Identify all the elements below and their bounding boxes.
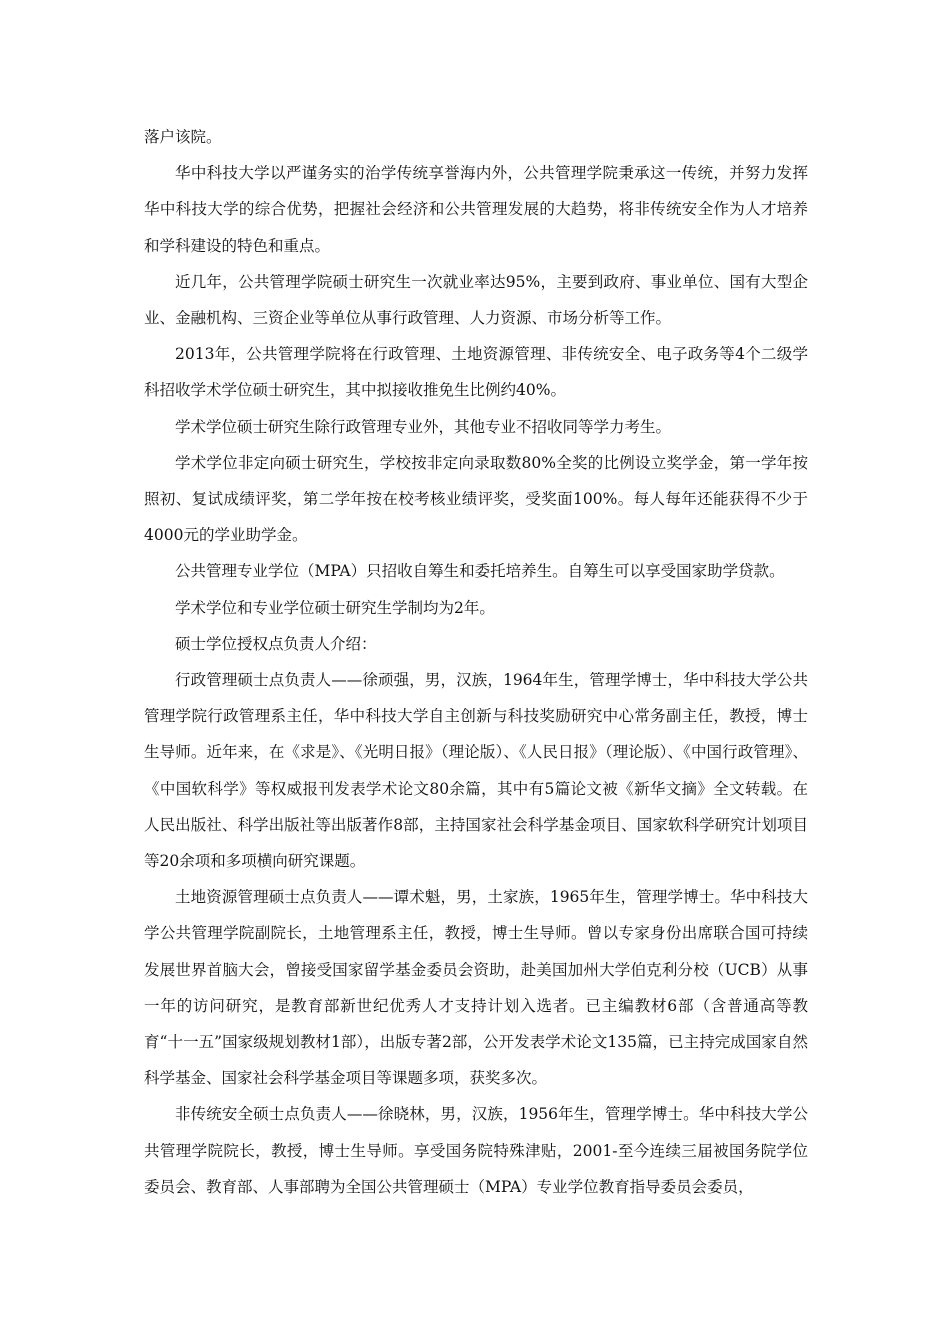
paragraph-mpa: 公共管理专业学位（MPA）只招收自筹生和委托培养生。自筹生可以享受国家助学贷款。: [175, 562, 785, 581]
paragraph-continuation: 落户该院。: [144, 128, 222, 146]
paragraph-equivalent-applicants: 学术学位硕士研究生除行政管理专业外，其他专业不招收同等学力考生。: [175, 417, 672, 436]
paragraph-tradition: 华中科技大学以严谨务实的治学传统享誉海内外，公共管理学院秉承这一传统，并努力发挥华中科技大学的综合优势，把握社会经济和公共管理发展的大趋势，将非传统安全作为人才培养和学科建设的特色和重点。: [144, 164, 808, 255]
paragraph-2013-enrollment: 2013年，公共管理学院将在行政管理、土地资源管理、非传统安全、电子政务等4个二级学科招收学术学位硕士研究生，其中拟接收推免生比例约40%。: [144, 345, 808, 400]
paragraph-leader-land-resources: 土地资源管理硕士点负责人——谭术魁，男，土家族，1965年生，管理学博士。华中科技大学公共管理学院副院长，土地管理系主任，教授，博士生导师。曾以专家身份出席联合国可持续发展世界首脑大会，曾接受国家留学基金委员会资助，赴美国加州大学伯克利分校（UCB）从事一年的访问研究，是教育部新世纪优秀人才支持计划入选者。已主编教材6部（含普通高等教育“十一五”国家级规划教材1部），出版专著2部，公开发表学术论文135篇，已主持完成国家自然科学基金、国家社会科学基金项目等课题多项，获奖多次。: [144, 888, 808, 1088]
paragraph-duration: 学术学位和专业学位硕士研究生学制均为2年。: [175, 598, 495, 617]
paragraph-leader-public-administration: 行政管理硕士点负责人——徐顽强，男，汉族，1964年生，管理学博士，华中科技大学公共管理学院行政管理系主任，华中科技大学自主创新与科技奖励研究中心常务副主任，教授，博士生导师。近年来，在《求是》、《光明日报》（理论版）、《人民日报》（理论版）、《中国行政管理》、《中国软科学》等权威报刊发表学术论文80余篇，其中有5篇论文被《新华文摘》全文转载。在人民出版社、科学出版社等出版著作8部，主持国家社会科学基金项目、国家软科学研究计划项目等20余项和多项横向研究课题。: [144, 671, 808, 871]
paragraph-employment: 近几年，公共管理学院硕士研究生一次就业率达95%，主要到政府、事业单位、国有大型企业、金融机构、三资企业等单位从事行政管理、人力资源、市场分析等工作。: [144, 272, 808, 328]
document-body: [144, 119, 808, 1205]
paragraph-leaders-heading: 硕士学位授权点负责人介绍：: [175, 634, 377, 653]
paragraph-scholarship: 学术学位非定向硕士研究生，学校按非定向录取数80%全奖的比例设立奖学金，第一学年按照初、复试成绩评奖，第二学年按在校考核业绩评奖，受奖面100%。每人每年还能获得不少于4000元的学业助学金。: [144, 453, 808, 545]
paragraph-leader-non-traditional-security: 非传统安全硕士点负责人——徐晓林，男，汉族，1956年生，管理学博士。华中科技大学公共管理学院院长，教授，博士生导师。享受国务院特殊津贴，2001-至今连续三届被国务院学位委员会、教育部、人事部聘为全国公共管理硕士（MPA）专业学位教育指导委员会委员，: [144, 1105, 808, 1196]
